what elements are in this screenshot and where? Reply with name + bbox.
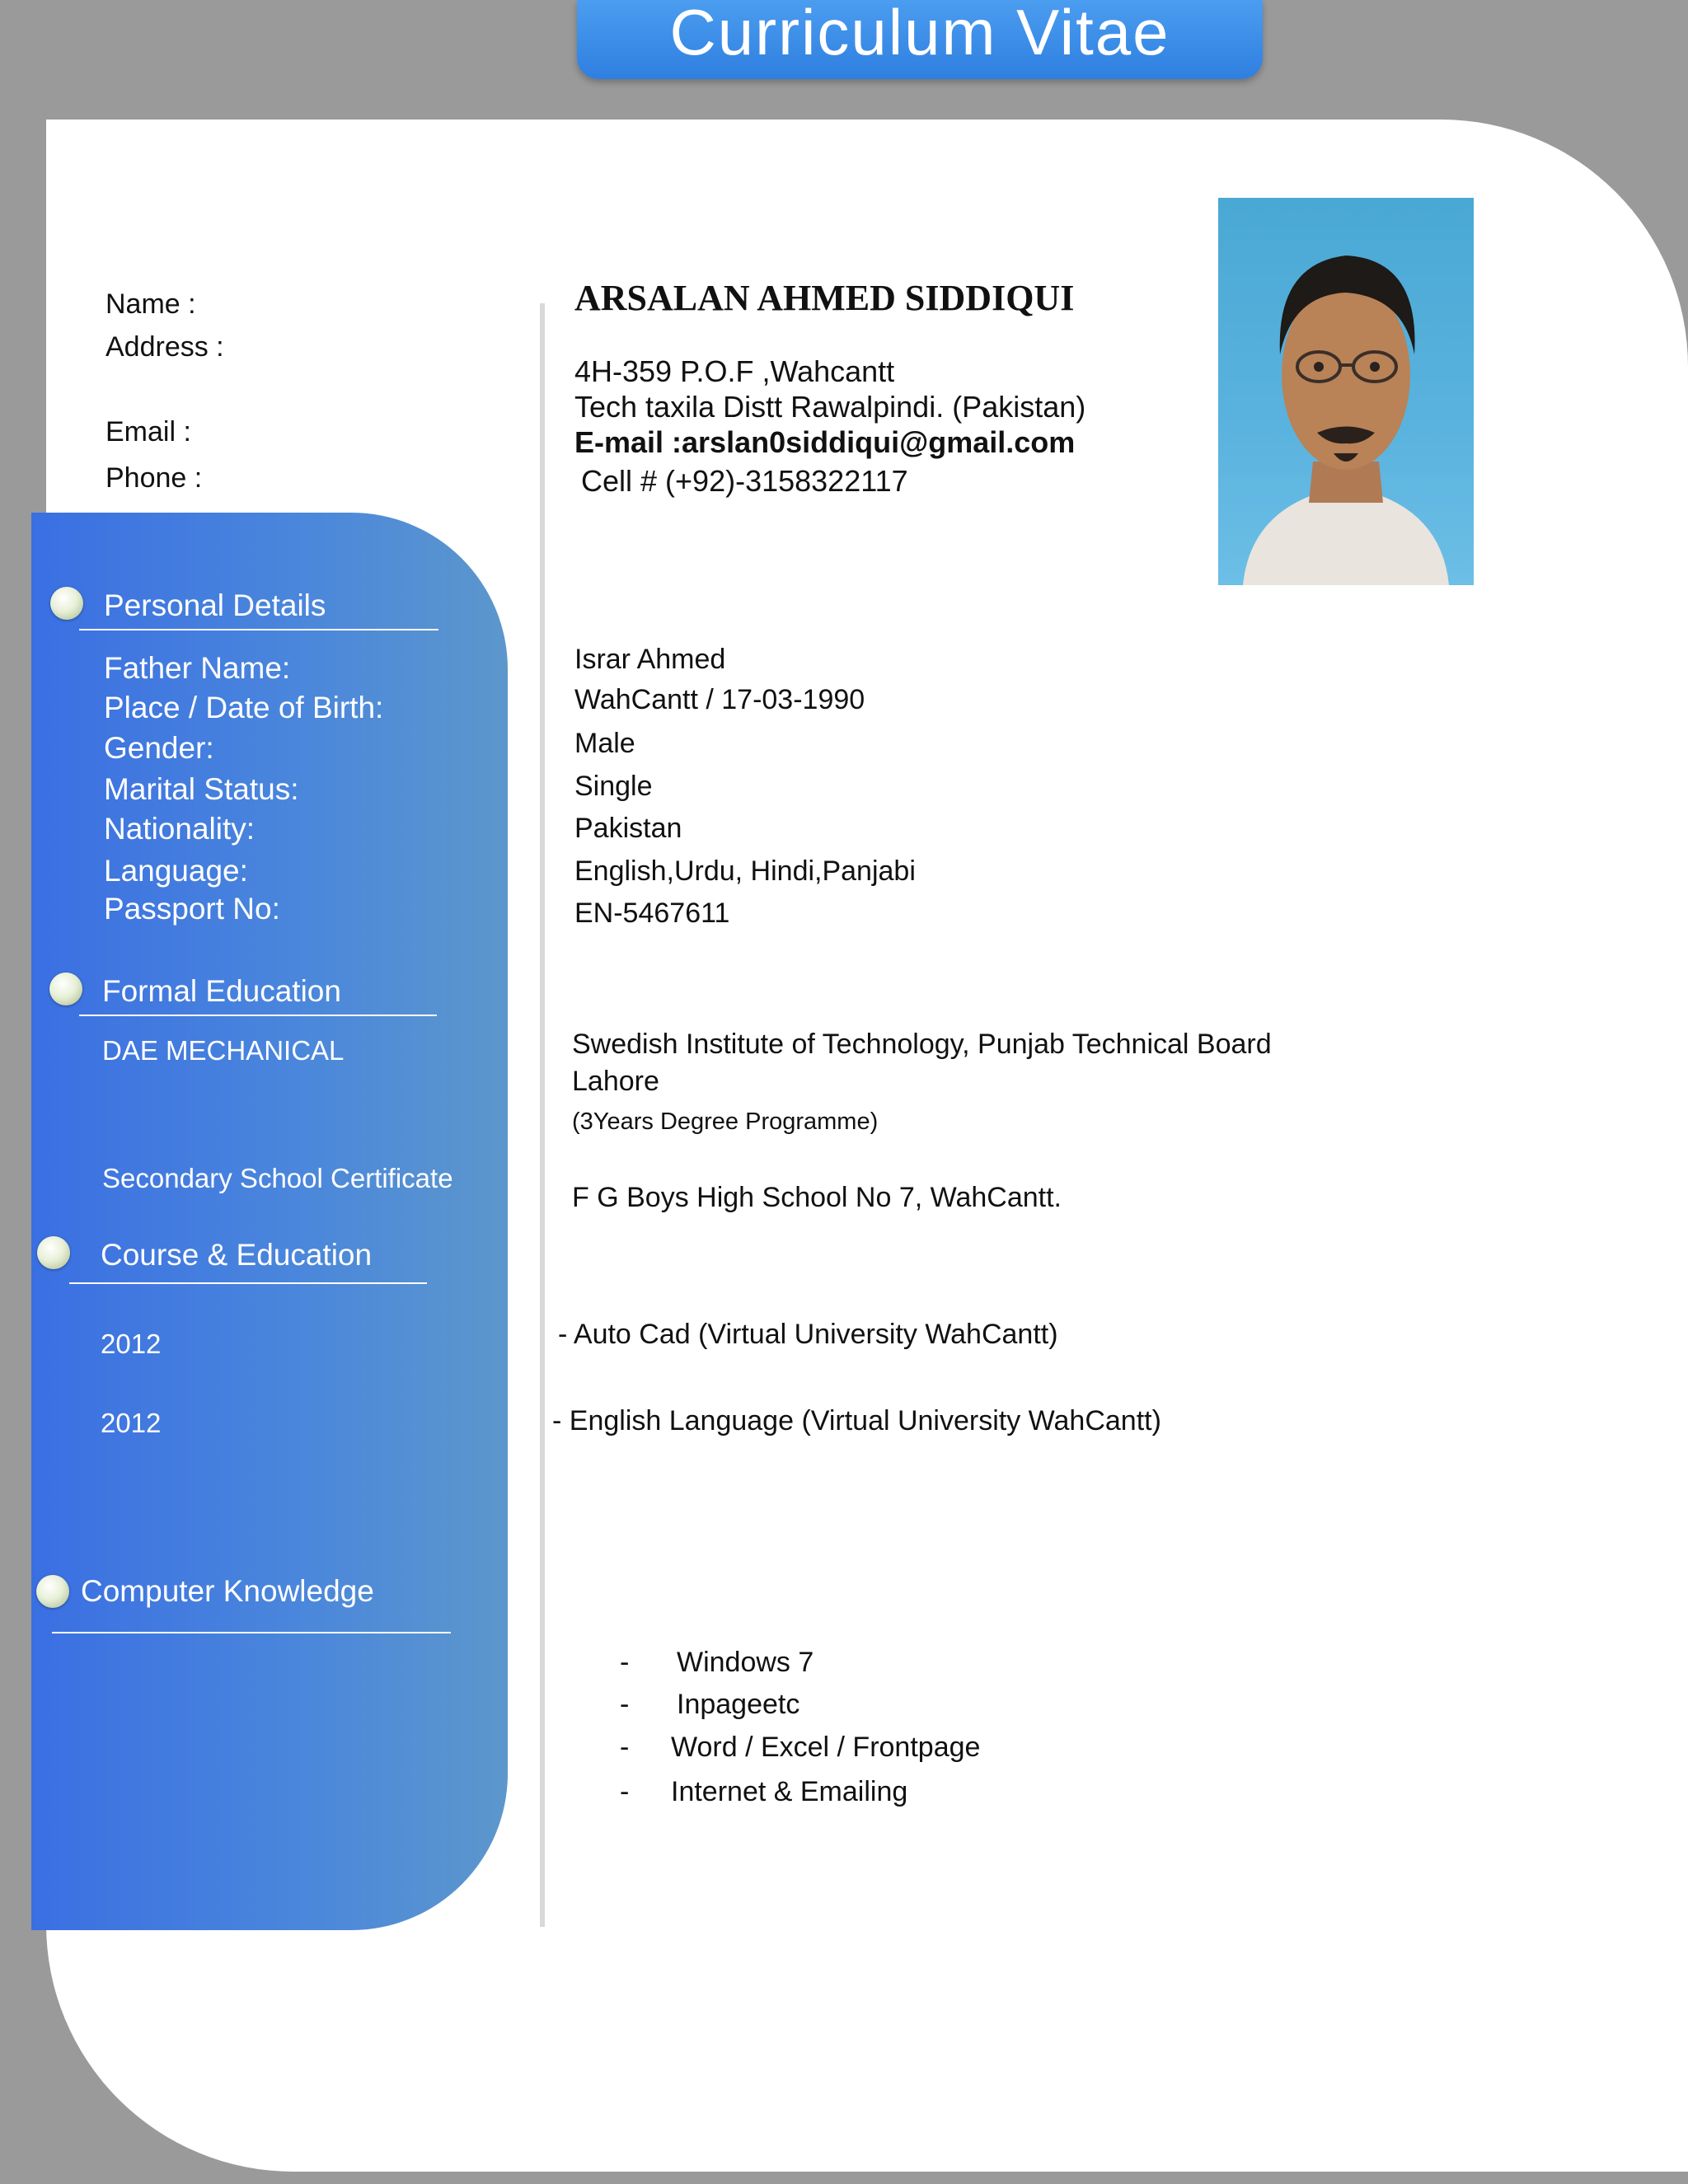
father-name-label: Father Name: — [104, 651, 291, 685]
profile-photo — [1218, 198, 1474, 585]
computer-skill-item: Inpageetc — [677, 1689, 800, 1720]
gender-value: Male — [574, 728, 635, 759]
birth-value: WahCantt / 17-03-1990 — [574, 684, 865, 715]
nationality-value: Pakistan — [574, 813, 682, 844]
computer-knowledge-bullet-icon — [36, 1575, 69, 1608]
page-title-tab — [577, 0, 1263, 79]
passport-value: EN-5467611 — [574, 898, 730, 929]
bullet-dash-icon: - — [620, 1776, 630, 1807]
language-label: Language: — [104, 854, 248, 888]
applicant-name: ARSALAN AHMED SIDDIQUI — [574, 278, 1075, 318]
father-name-value: Israr Ahmed — [574, 644, 726, 675]
bullet-dash-icon: - — [620, 1732, 630, 1763]
language-value: English,Urdu, Hindi,Panjabi — [574, 855, 916, 887]
course-year: 2012 — [101, 1329, 162, 1359]
bullet-dash-icon: - — [620, 1689, 630, 1720]
formal-education-heading: Formal Education — [102, 974, 341, 1008]
name-label: Name : — [106, 288, 196, 320]
education-item-line: Swedish Institute of Technology, Punjab Technical Board — [572, 1029, 1272, 1060]
address-label: Address : — [106, 331, 224, 363]
passport-label: Passport No: — [104, 892, 280, 926]
courses-bullet-icon — [37, 1236, 70, 1269]
phone-value: Cell # (+92)-3158322117 — [581, 464, 908, 498]
education-item-line: Lahore — [572, 1066, 659, 1097]
gender-label: Gender: — [104, 731, 214, 765]
courses-heading: Course & Education — [101, 1238, 373, 1272]
computer-knowledge-heading: Computer Knowledge — [81, 1574, 374, 1608]
education-item-note: (3Years Degree Programme) — [572, 1108, 879, 1135]
computer-skill-item: Windows 7 — [677, 1647, 814, 1678]
left-blue-panel — [31, 513, 508, 1930]
course-item: - English Language (Virtual University WahCantt) — [552, 1405, 1161, 1436]
birth-label: Place / Date of Birth: — [104, 691, 384, 724]
education-item-label: DAE MECHANICAL — [102, 1035, 345, 1066]
address-line-1: 4H-359 P.O.F ,Wahcantt — [574, 354, 895, 388]
personal-details-heading: Personal Details — [104, 588, 326, 622]
education-item-line: F G Boys High School No 7, WahCantt. — [572, 1182, 1062, 1213]
email-label: Email : — [106, 416, 191, 448]
formal-education-underline — [79, 1015, 437, 1016]
formal-education-bullet-icon — [49, 972, 82, 1005]
bullet-dash-icon: - — [620, 1647, 630, 1678]
education-item-label: Secondary School Certificate — [102, 1163, 453, 1193]
course-year: 2012 — [101, 1408, 162, 1438]
marital-status-value: Single — [574, 771, 653, 802]
page-title: Curriculum Vitae — [669, 0, 1170, 68]
marital-status-label: Marital Status: — [104, 772, 299, 806]
computer-skill-item: Internet & Emailing — [671, 1776, 908, 1807]
vertical-divider — [540, 303, 545, 1927]
computer-knowledge-underline — [52, 1632, 451, 1633]
address-line-2: Tech taxila Distt Rawalpindi. (Pakistan) — [574, 390, 1086, 424]
personal-details-underline — [79, 629, 438, 630]
computer-skill-item: Word / Excel / Frontpage — [671, 1732, 981, 1763]
course-item: - Auto Cad (Virtual University WahCantt) — [558, 1319, 1058, 1350]
nationality-label: Nationality: — [104, 812, 256, 846]
email-value: E-mail :arslan0siddiqui@gmail.com — [574, 425, 1076, 459]
phone-label: Phone : — [106, 462, 203, 494]
courses-underline — [69, 1282, 427, 1284]
personal-details-bullet-icon — [50, 587, 83, 620]
